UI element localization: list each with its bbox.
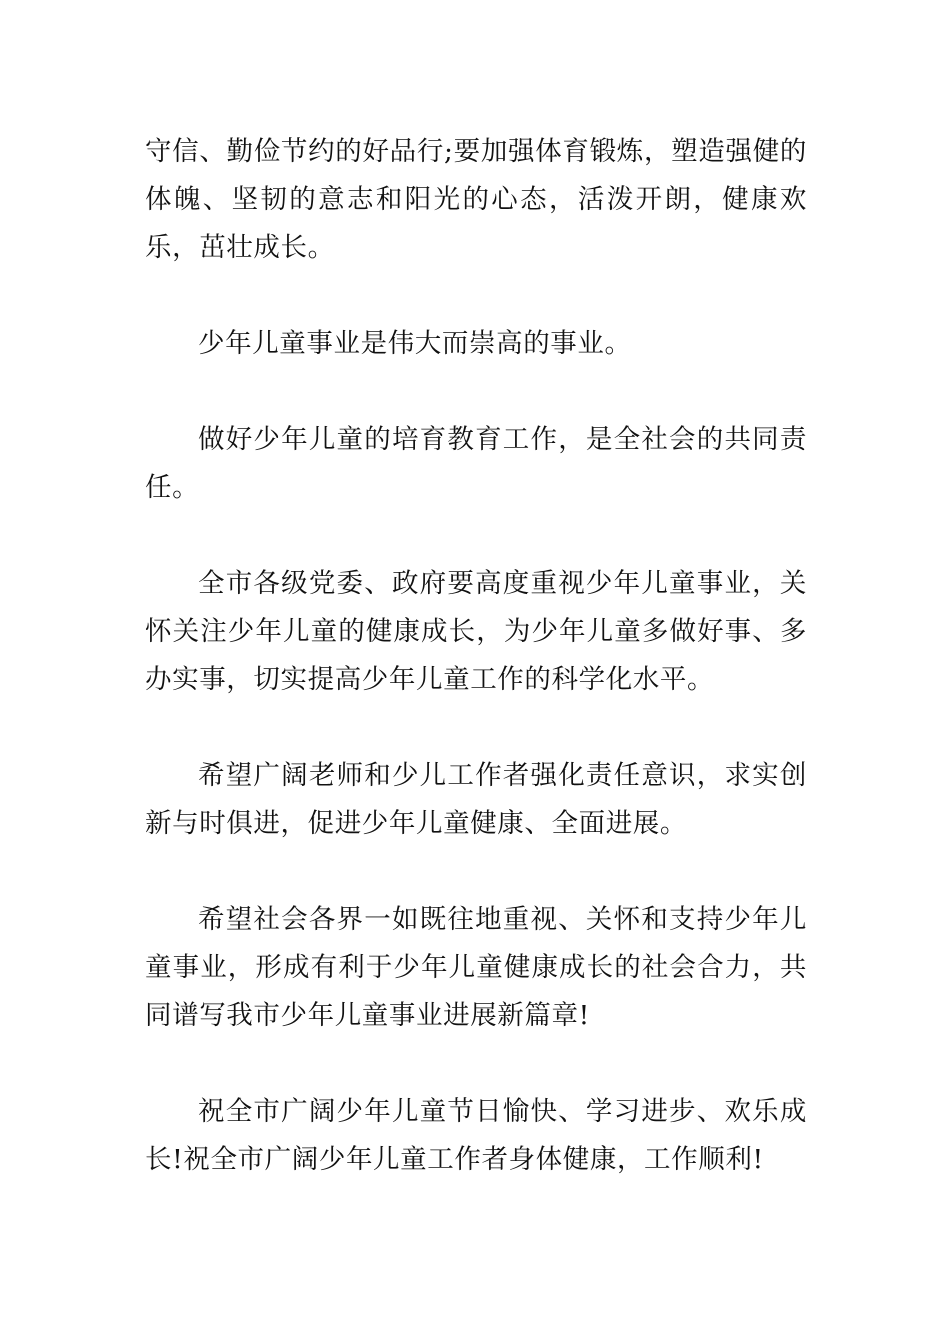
paragraph-4: 全市各级党委、政府要高度重视少年儿童事业，关怀关注少年儿童的健康成长，为少年儿童多做好事、多办实事，切实提高少年儿童工作的科学化水平。 [145,568,807,695]
document-body [145,128,807,1184]
paragraph-2: 少年儿童事业是伟大而崇高的事业。 [198,328,632,359]
paragraph-5: 希望广阔老师和少儿工作者强化责任意识，求实创新与时俱进，促进少年儿童健康、全面进展。 [145,760,807,839]
paragraph-1: 守信、勤俭节约的好品行;要加强体育锻炼，塑造强健的体魄、坚韧的意志和阳光的心态，活泼开朗，健康欢乐，茁壮成长。 [145,136,807,263]
paragraph-3: 做好少年儿童的培育教育工作，是全社会的共同责任。 [145,424,807,503]
paragraph-6: 希望社会各界一如既往地重视、关怀和支持少年儿童事业，形成有利于少年儿童健康成长的社会合力，共同谱写我市少年儿童事业进展新篇章! [145,904,807,1031]
paragraph-7: 祝全市广阔少年儿童节日愉快、学习进步、欢乐成长!祝全市广阔少年儿童工作者身体健康，工作顺利! [145,1096,807,1175]
